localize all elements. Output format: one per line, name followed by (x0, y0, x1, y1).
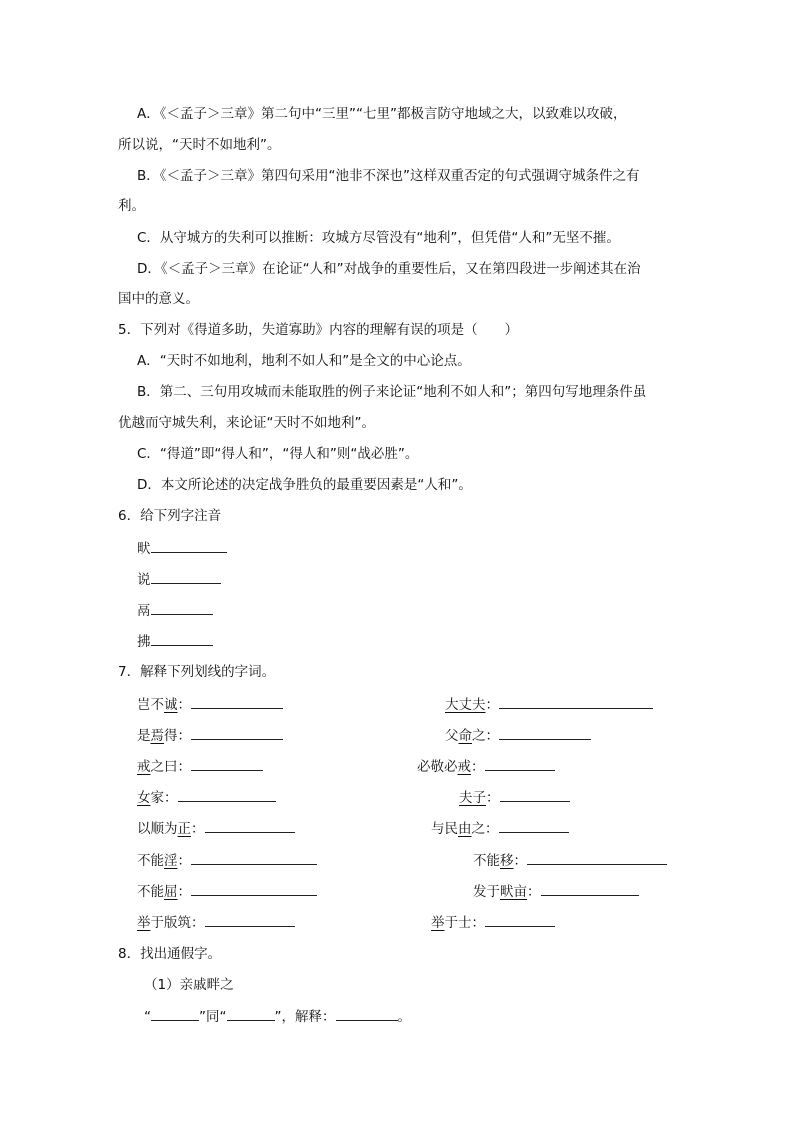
q7-right-item (459, 787, 570, 808)
answer-blank[interactable] (151, 538, 227, 553)
answer-blank[interactable] (485, 756, 555, 771)
q7-underlined-word: 举 (431, 915, 445, 931)
q7-text: ： (486, 790, 500, 806)
q6-char: 畎 (137, 541, 151, 557)
q7-text: ： (177, 853, 191, 869)
q7-text: 以顺为 (137, 821, 178, 837)
q5-option-a: A．“天时不如地利，地利不如人和”是全文的中心论点。 (137, 353, 471, 369)
answer-blank[interactable] (191, 725, 283, 740)
q7-stem: 7．解释下列划线的字词。 (118, 664, 276, 680)
q7-underlined-word: 屈 (164, 884, 178, 900)
q7-text: ： (177, 697, 191, 713)
q6-stem: 6．给下列字注音 (118, 508, 222, 524)
q7-underlined-word: 戒 (457, 759, 471, 775)
q4-option-d-line2: 国中的意义。 (118, 291, 199, 307)
q7-underlined-word: 举 (137, 915, 151, 931)
q7-underlined-word: 正 (177, 821, 191, 837)
q7-text: 父 (445, 728, 459, 744)
answer-blank[interactable] (151, 1006, 199, 1021)
answer-blank[interactable] (178, 787, 276, 802)
q6-char: 说 (137, 572, 151, 588)
q6-item (137, 569, 221, 590)
q7-text: ： (471, 759, 485, 775)
q7-left-item (137, 912, 295, 933)
q5-option-b-line1: B．第二、三句用攻城而未能取胜的例子来论证“地利不如人和”；第四句写地理条件虽 (137, 384, 647, 400)
q7-underlined-word: 命 (458, 728, 472, 744)
answer-blank[interactable] (191, 756, 263, 771)
q6-char: 拂 (137, 634, 151, 650)
q7-left-item (137, 787, 276, 808)
q6-item (137, 538, 227, 559)
q5-option-b-line2: 优越而守城失利，来论证“天时不如地利”。 (118, 415, 375, 431)
q7-text: 于士： (444, 915, 485, 931)
q5-option-d: D．本文所论述的决定战争胜负的最重要因素是“人和”。 (137, 477, 472, 493)
q7-text: 之： (471, 821, 499, 837)
q8-text: ”同“ (199, 1009, 227, 1025)
q6-item (137, 600, 213, 621)
answer-blank[interactable] (541, 881, 639, 896)
q7-left-item (137, 881, 317, 902)
q7-underlined-word: 移 (500, 853, 514, 869)
q7-text: 得： (164, 728, 191, 744)
q8-text: 。 (397, 1009, 411, 1025)
q5-option-c: C．“得道”即“得人和”，“得人和”则“战必胜”。 (137, 446, 419, 462)
q7-underlined-word: 由 (458, 821, 472, 837)
q7-right-item (473, 881, 639, 902)
q7-underlined-word: 大丈夫 (445, 697, 486, 713)
q8-stem: 8．找出通假字。 (118, 946, 222, 962)
q7-text: 不能 (137, 884, 164, 900)
q7-underlined-word: 焉 (150, 728, 164, 744)
q4-option-b-line1: B．《＜孟子＞三章》第四句采用“池非不深也”这样双重否定的句式强调守城条件之有 (137, 168, 640, 184)
answer-blank[interactable] (485, 912, 555, 927)
q7-text: 必敬必 (417, 759, 458, 775)
answer-blank[interactable] (191, 850, 317, 865)
answer-blank[interactable] (151, 600, 213, 615)
q7-text: 不能 (473, 853, 500, 869)
q4-option-a-line2: 所以说，“天时不如地利”。 (118, 137, 281, 153)
answer-blank[interactable] (205, 818, 295, 833)
q7-right-item (445, 725, 591, 746)
q7-underlined-word: 淫 (164, 853, 178, 869)
q7-underlined-word: 戒 (137, 759, 151, 775)
q7-right-item (445, 694, 653, 715)
q8-text: “ (144, 1009, 151, 1025)
q7-left-item (137, 725, 283, 746)
q6-char: 鬲 (137, 603, 151, 619)
answer-blank[interactable] (499, 694, 653, 709)
q7-text: ： (485, 697, 499, 713)
answer-blank[interactable] (191, 694, 283, 709)
answer-blank[interactable] (499, 725, 591, 740)
q7-left-item (137, 756, 263, 777)
q5-stem: 5．下列对《得道多助，失道寡助》内容的理解有误的项是（ ） (118, 322, 519, 338)
q7-underlined-word: 女 (137, 790, 151, 806)
q7-text: 发于 (473, 884, 500, 900)
q4-option-d-line1: D．《＜孟子＞三章》在论证“人和”对战争的重要性后，又在第四段进一步阐述其在治 (137, 261, 641, 277)
q4-option-a-line1: A．《＜孟子＞三章》第二句中“三里”“七里”都极言防守地域之大，以致难以攻破， (137, 106, 627, 122)
q7-right-item (417, 756, 555, 777)
answer-blank[interactable] (336, 1006, 398, 1021)
q7-right-item (431, 818, 569, 839)
q7-text: ： (527, 884, 541, 900)
answer-blank[interactable] (499, 818, 569, 833)
q7-text: 之曰： (150, 759, 191, 775)
q7-right-item (473, 850, 667, 871)
q7-text: 家： (150, 790, 178, 806)
q8-answer-line (144, 1006, 411, 1027)
q7-underlined-word: 诚 (164, 697, 178, 713)
q7-text: 与民 (431, 821, 458, 837)
answer-blank[interactable] (527, 850, 667, 865)
q7-text: 不能 (137, 853, 164, 869)
q7-text: 岂不 (137, 697, 164, 713)
answer-blank[interactable] (151, 569, 221, 584)
answer-blank[interactable] (205, 912, 295, 927)
q4-option-c: C．从守城方的失利可以推断：攻城方尽管没有“地利”，但凭借“人和”无坚不摧。 (137, 230, 620, 246)
q7-text: ： (191, 821, 205, 837)
q7-text: ： (513, 853, 527, 869)
q7-underlined-word: 夫子 (459, 790, 486, 806)
q7-right-item (431, 912, 555, 933)
answer-blank[interactable] (227, 1006, 275, 1021)
q7-left-item (137, 850, 317, 871)
q7-left-item (137, 694, 283, 715)
q7-left-item (137, 818, 295, 839)
q6-item (137, 631, 213, 652)
q7-text: 于版筑： (150, 915, 205, 931)
q7-underlined-word: 畎亩 (500, 884, 527, 900)
q4-option-b-line2: 利。 (118, 198, 145, 214)
answer-blank[interactable] (151, 631, 213, 646)
q8-text: ”，解释： (274, 1009, 336, 1025)
q7-text: 是 (137, 728, 151, 744)
q7-text: ： (177, 884, 191, 900)
q8-sub1: （1）亲戚畔之 (144, 977, 234, 993)
answer-blank[interactable] (500, 787, 570, 802)
q7-text: 之： (472, 728, 499, 744)
answer-blank[interactable] (191, 881, 317, 896)
